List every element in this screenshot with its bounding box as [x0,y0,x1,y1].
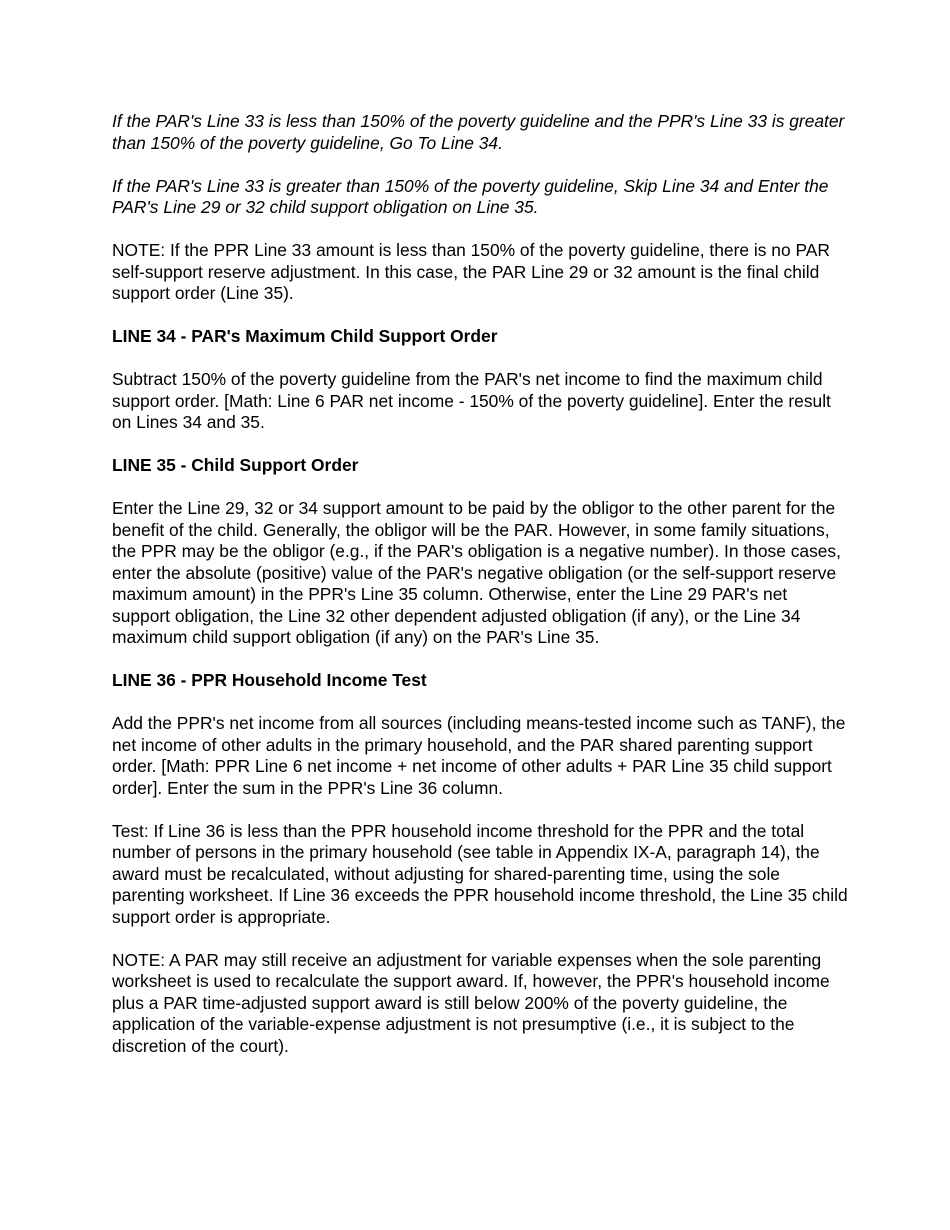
heading-line-35: LINE 35 - Child Support Order [112,455,359,475]
note-variable-expenses: NOTE: A PAR may still receive an adjustment for variable expenses when the sole parenting worksheet is used to recalculate the support award. If, however, the PPR's household income plus a PAR time-adjusted support award is still below 200% of the poverty guideline, the application of the variable-expense adjustment is not presumptive (i.e., it is subject to the discretion of the court). [112,949,830,1056]
note-self-support-reserve: NOTE: If the PPR Line 33 amount is less than 150% of the poverty guideline, there is no PAR self-support reserve adjustment. In this case, the PAR Line 29 or 32 amount is the final child support order (Line 35). [112,240,830,303]
document-page [112,111,850,1079]
heading-line-34: LINE 34 - PAR's Maximum Child Support Order [112,326,498,346]
instruction-go-to-line-34: If the PAR's Line 33 is less than 150% of the poverty guideline and the PPR's Line 33 is greater than 150% of the poverty guideline, Go To Line 34. [112,111,845,153]
paragraph-line-36-add: Add the PPR's net income from all sources (including means-tested income such as TANF), the net income of other adults in the primary household, and the PAR shared parenting support order. [Math: PPR Line 6 net income + net income of other adults + PAR Line 35 child support order]. Enter the sum in the PPR's Line 36 column. [112,713,846,798]
heading-line-36: LINE 36 - PPR Household Income Test [112,670,427,690]
paragraph-line-34: Subtract 150% of the poverty guideline from the PAR's net income to find the maximum child support order. [Math: Line 6 PAR net income - 150% of the poverty guideline]. Enter the result on Lines 34 and 35. [112,369,831,432]
paragraph-line-36-test: Test: If Line 36 is less than the PPR household income threshold for the PPR and the total number of persons in the primary household (see table in Appendix IX-A, paragraph 14), the award must be recalculated, without adjusting for shared-parenting time, using the sole parenting worksheet. If Line 36 exceeds the PPR household income threshold, the Line 35 child support order is appropriate. [112,820,848,927]
paragraph-line-35: Enter the Line 29, 32 or 34 support amount to be paid by the obligor to the other parent for the benefit of the child. Generally, the obligor will be the PAR. However, in some family situations, the PPR may be the obligor (e.g., if the PAR's obligation is a negative number). In those cases, enter the absolute (positive) value of the PAR's negative obligation (or the self-support reserve maximum amount) in the PPR's Line 35 column. Otherwise, enter the Line 29 PAR's net support obligation, the Line 32 other dependent adjusted obligation (if any), or the Line 34 maximum child support obligation (if any) on the PAR's Line 35. [112,498,841,647]
instruction-skip-line-34: If the PAR's Line 33 is greater than 150% of the poverty guideline, Skip Line 34 and Enter the PAR's Line 29 or 32 child support obligation on Line 35. [112,175,829,217]
